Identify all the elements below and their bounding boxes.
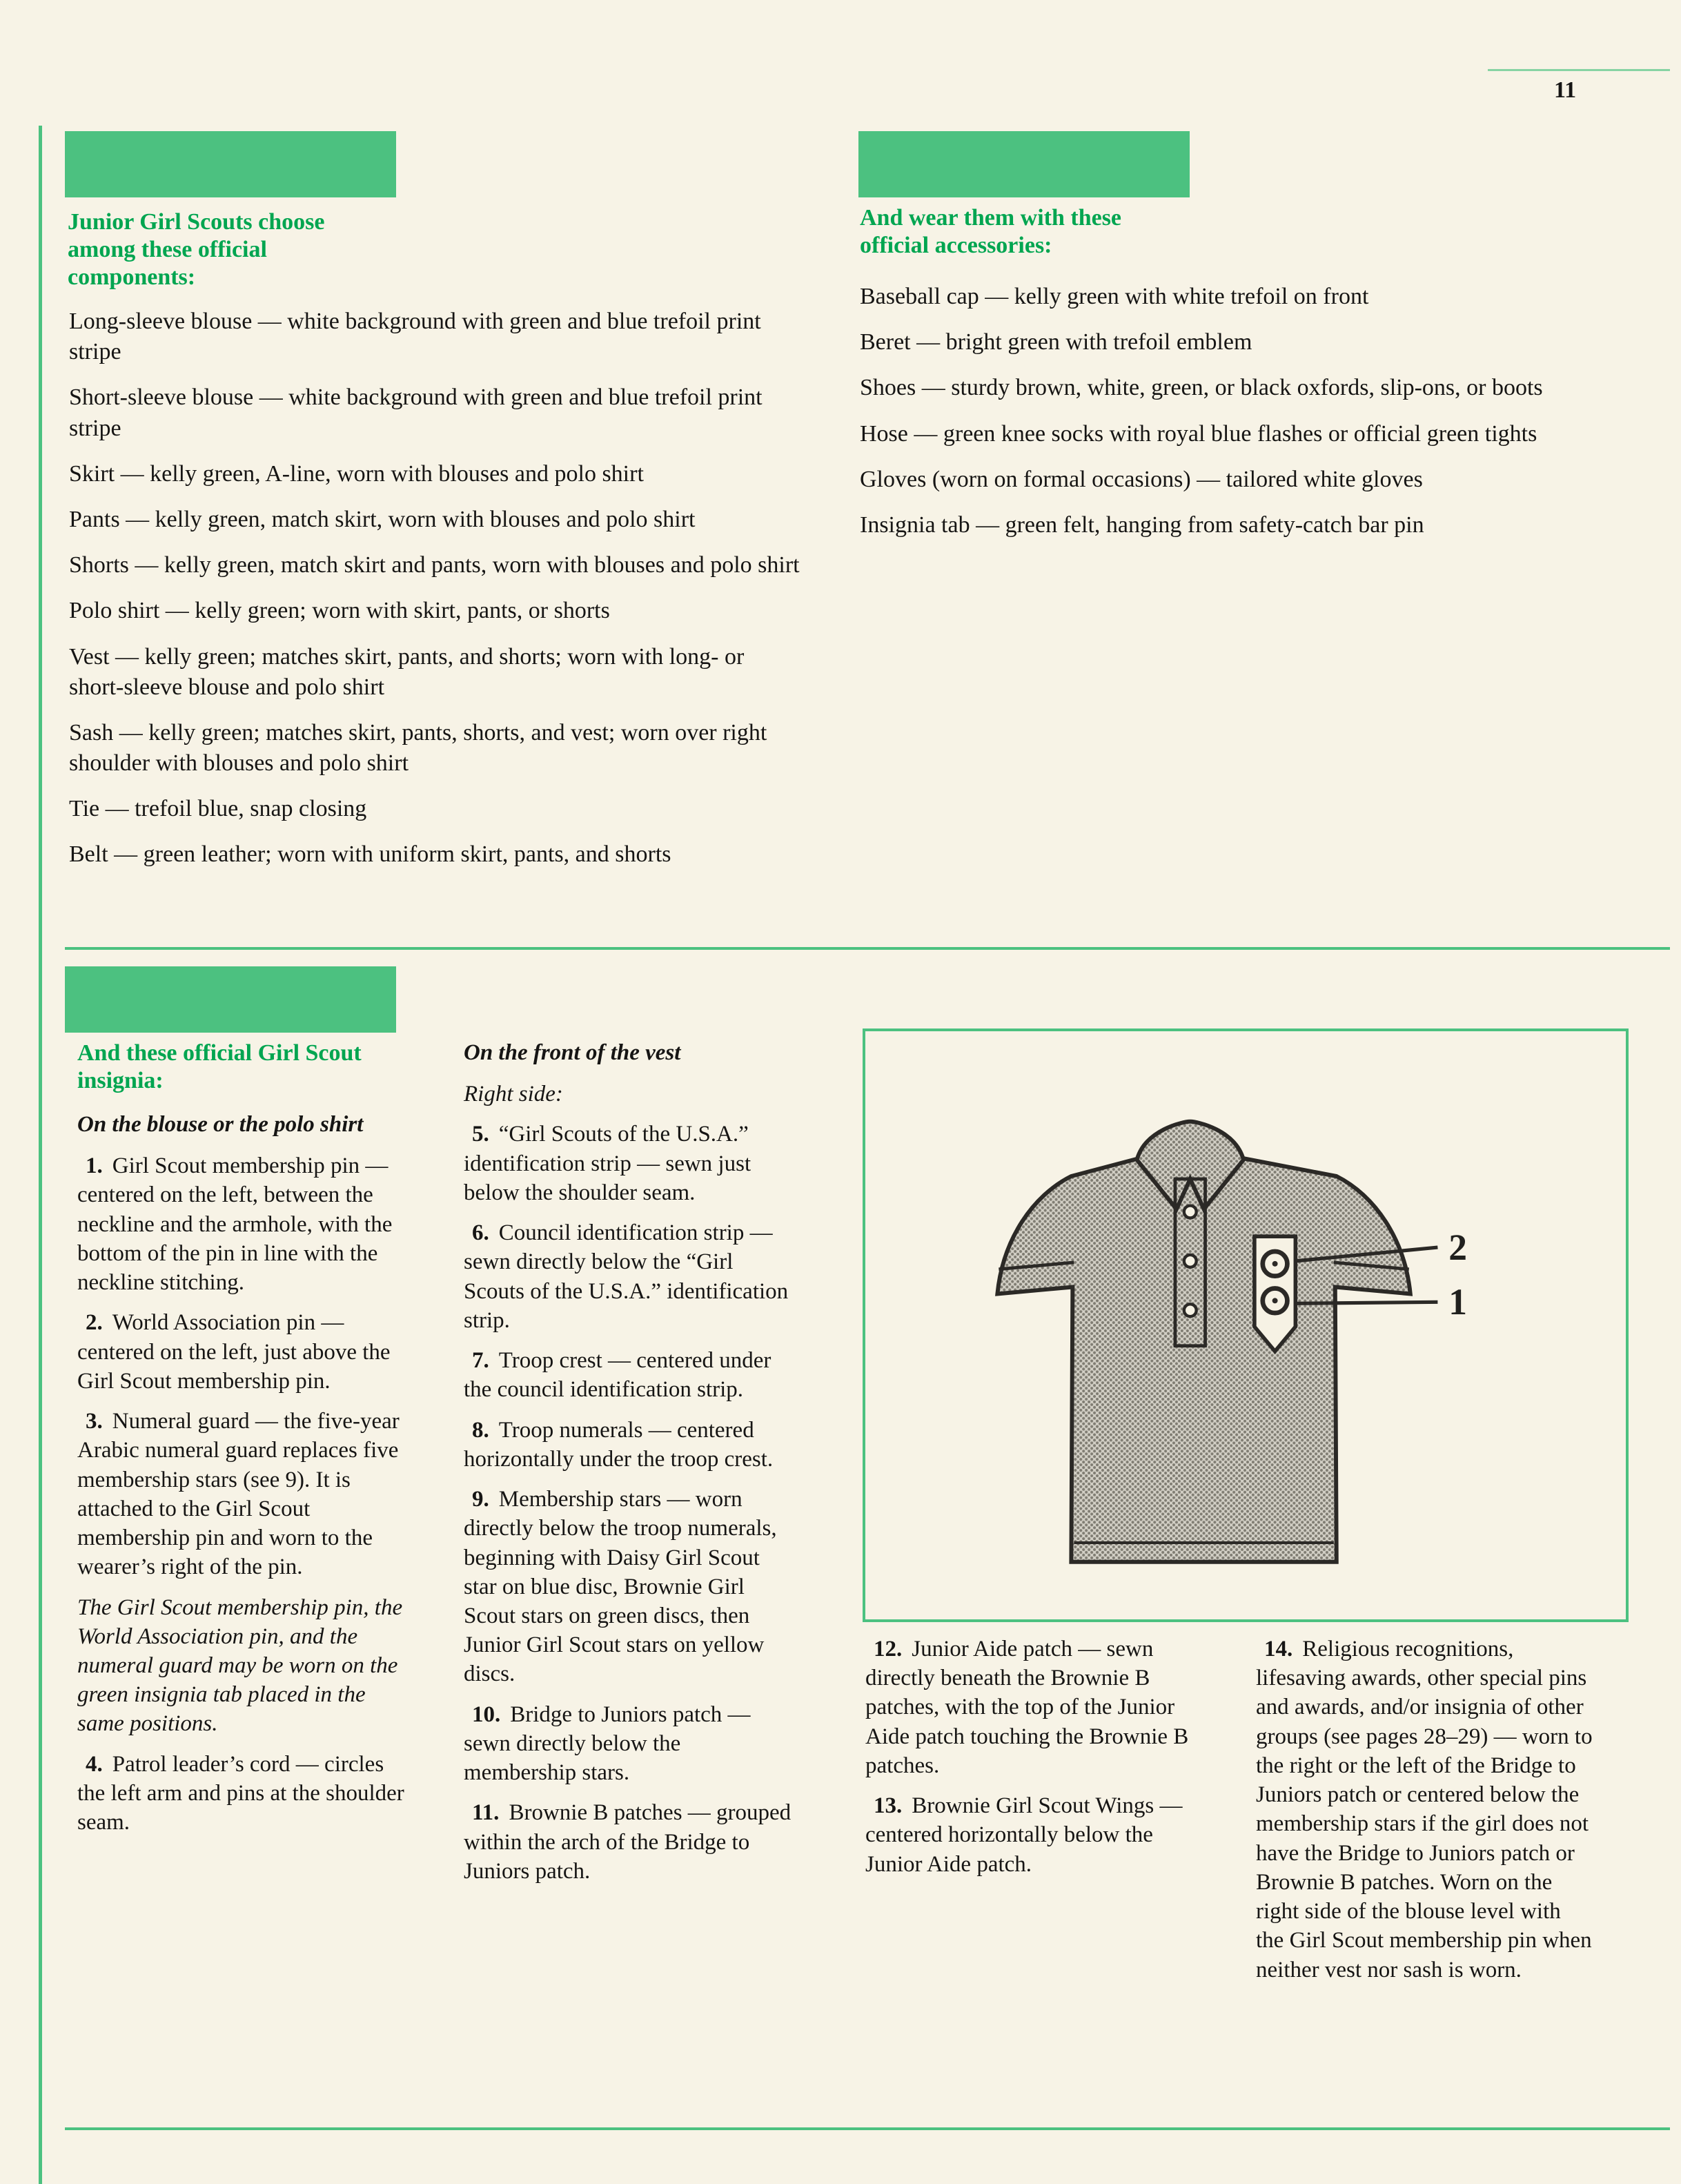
components-heading: Junior Girl Scouts choose among these official components: bbox=[68, 209, 325, 291]
insignia-item-5 bbox=[464, 1120, 794, 1207]
list-item: Gloves (worn on formal occasions) — tailored white gloves bbox=[860, 466, 1423, 492]
item-number: 12. bbox=[874, 1637, 903, 1661]
list-item: Shoes — sturdy brown, white, green, or black oxfords, slip-ons, or boots bbox=[860, 375, 1543, 401]
list-item: Shorts — kelly green, match skirt and pants, worn with blouses and polo shirt bbox=[69, 552, 800, 578]
insignia-item-6 bbox=[464, 1218, 794, 1335]
list-item: Insignia tab — green felt, hanging from safety-catch bar pin bbox=[860, 511, 1424, 538]
item-text: Numeral guard — the five-year Arabic numeral guard replaces five membership stars (see 9). It is attached to the Girl Scout membership pin and worn to the wearer’s right of the pin. bbox=[77, 1409, 400, 1580]
list-item: Baseball cap — kelly green with white trefoil on front bbox=[860, 284, 1369, 309]
pin-center-dot bbox=[1272, 1261, 1278, 1267]
green-block-accessories bbox=[858, 131, 1190, 197]
insignia-col-right bbox=[1256, 1635, 1593, 1996]
callout-label-lower: 1 bbox=[1448, 1281, 1467, 1323]
list-item: Skirt — kelly green, A-line, worn with blouses and polo shirt bbox=[69, 460, 644, 487]
item-number: 3. bbox=[86, 1409, 103, 1434]
section-divider-rule bbox=[65, 947, 1670, 950]
green-block-components bbox=[65, 131, 396, 197]
vest-side-label: Right side: bbox=[464, 1082, 563, 1107]
list-item: Short-sleeve blouse — white background with green and blue trefoil print stripe bbox=[69, 384, 763, 441]
item-text: Patrol leader’s cord — circles the left arm and pins at the shoulder seam. bbox=[77, 1751, 404, 1835]
item-number: 8. bbox=[472, 1417, 489, 1443]
insignia-item-8 bbox=[464, 1416, 794, 1474]
insignia-item-10 bbox=[464, 1700, 794, 1788]
item-text: World Association pin — centered on the left, just above the Girl Scout membership pin. bbox=[77, 1310, 391, 1394]
item-number: 2. bbox=[86, 1310, 103, 1336]
insignia-item-3 bbox=[77, 1407, 407, 1581]
button bbox=[1184, 1304, 1197, 1316]
list-item: Vest — kelly green; matches skirt, pants, and shorts; worn with long- or short-sleeve blouse and polo shirt bbox=[69, 643, 745, 700]
item-number: 9. bbox=[472, 1487, 489, 1512]
list-item: Beret — bright green with trefoil emblem bbox=[860, 329, 1252, 355]
insignia-item-14 bbox=[1256, 1635, 1593, 1985]
item-text: Council identification strip — sewn directly below the “Girl Scouts of the U.S.A.” identification strip. bbox=[464, 1220, 789, 1333]
item-number: 14. bbox=[1264, 1637, 1293, 1661]
insignia-col-below-left bbox=[865, 1635, 1191, 1890]
insignia-heading: And these official Girl Scout insignia: bbox=[77, 1040, 362, 1094]
polo-shirt-illustration bbox=[865, 1031, 1626, 1619]
list-item: Long-sleeve blouse — white background with green and blue trefoil print stripe bbox=[69, 309, 761, 365]
list-item: Sash — kelly green; matches skirt, pants, shorts, and vest; worn over right shoulder with blouses and polo shirt bbox=[69, 719, 767, 777]
item-number: 4. bbox=[86, 1751, 103, 1777]
list-item: Hose — green knee socks with royal blue flashes or official green tights bbox=[860, 420, 1537, 447]
item-number: 1. bbox=[86, 1153, 103, 1179]
insignia-item-9 bbox=[464, 1485, 794, 1689]
page-number: 11 bbox=[1554, 77, 1577, 103]
insignia-item-4 bbox=[77, 1750, 407, 1837]
green-block-insignia bbox=[65, 966, 396, 1033]
item-text: Troop crest — centered under the council identification strip. bbox=[464, 1348, 771, 1403]
vest-subhead: On the front of the vest bbox=[464, 1040, 681, 1065]
insignia-col-blouse bbox=[77, 1110, 407, 1848]
item-number: 10. bbox=[472, 1702, 501, 1727]
insignia-note: The Girl Scout membership pin, the World Association pin, and the numeral guard may be worn on the green insignia tab placed in the same positions. bbox=[77, 1595, 403, 1737]
callout-line-1 bbox=[1295, 1302, 1437, 1303]
list-item: Polo shirt — kelly green; worn with skirt, pants, or shorts bbox=[69, 598, 610, 624]
insignia-item-13 bbox=[865, 1791, 1191, 1879]
accessories-list bbox=[860, 282, 1605, 556]
item-text: Brownie B patches — grouped within the arch of the Bridge to Juniors patch. bbox=[464, 1800, 792, 1884]
item-number: 6. bbox=[472, 1220, 489, 1246]
accessories-heading: And wear them with these official accessories: bbox=[860, 205, 1122, 259]
item-number: 7. bbox=[472, 1348, 489, 1374]
insignia-item-12 bbox=[865, 1635, 1191, 1780]
item-text: “Girl Scouts of the U.S.A.” identification strip — sewn just below the shoulder seam. bbox=[464, 1122, 751, 1205]
insignia-item-7 bbox=[464, 1346, 794, 1404]
insignia-item-1 bbox=[77, 1151, 407, 1297]
blouse-subhead: On the blouse or the polo shirt bbox=[77, 1112, 364, 1137]
bottom-rule bbox=[65, 2127, 1670, 2130]
item-number: 13. bbox=[874, 1793, 903, 1819]
vest-illustration-frame bbox=[863, 1028, 1629, 1622]
callout-label-upper: 2 bbox=[1448, 1226, 1467, 1268]
item-text: Brownie Girl Scout Wings — centered horizontally below the Junior Aide patch. bbox=[865, 1793, 1183, 1877]
item-number: 5. bbox=[472, 1122, 489, 1147]
insignia-item-2 bbox=[77, 1308, 407, 1396]
components-list bbox=[69, 306, 805, 886]
item-text: Girl Scout membership pin — centered on the left, between the neckline and the armhole, with the bottom of the pin in line with the neckline stitching. bbox=[77, 1153, 393, 1296]
left-margin-rule bbox=[39, 126, 42, 2184]
top-right-rule bbox=[1488, 69, 1670, 71]
button bbox=[1184, 1206, 1197, 1218]
button bbox=[1184, 1255, 1197, 1267]
list-item: Pants — kelly green, match skirt, worn with blouses and polo shirt bbox=[69, 506, 696, 532]
item-text: Troop numerals — centered horizontally under the troop crest. bbox=[464, 1417, 774, 1472]
list-item: Belt — green leather; worn with uniform skirt, pants, and shorts bbox=[69, 841, 671, 868]
item-text: Junior Aide patch — sewn directly beneath the Brownie B patches, with the top of the Junior Aide patch touching the Brownie B patches. bbox=[865, 1637, 1189, 1778]
item-text: Membership stars — worn directly below the troop numerals, beginning with Daisy Girl Scout star on blue disc, Brownie Girl Scout stars on green discs, then Junior Girl Scout stars on yellow discs. bbox=[464, 1487, 777, 1687]
insignia-col-vest bbox=[464, 1038, 794, 1897]
item-text: Bridge to Juniors patch — sewn directly below the membership stars. bbox=[464, 1702, 751, 1786]
insignia-item-11 bbox=[464, 1798, 794, 1886]
list-item: Tie — trefoil blue, snap closing bbox=[69, 796, 367, 822]
item-text: Religious recognitions, lifesaving awards, other special pins and awards, and/or insignia of other groups (see pages 28–29) — worn to the right or the left of the Bridge to Juniors patch or centered below the membership stars if the girl does not have the Bridge to Juniors patch or Brownie B patches. Worn on the right side of the blouse level with the Girl Scout membership pin when neither vest nor sash is worn. bbox=[1256, 1637, 1593, 1982]
pin-center-dot bbox=[1272, 1298, 1278, 1303]
item-number: 11. bbox=[472, 1800, 500, 1826]
